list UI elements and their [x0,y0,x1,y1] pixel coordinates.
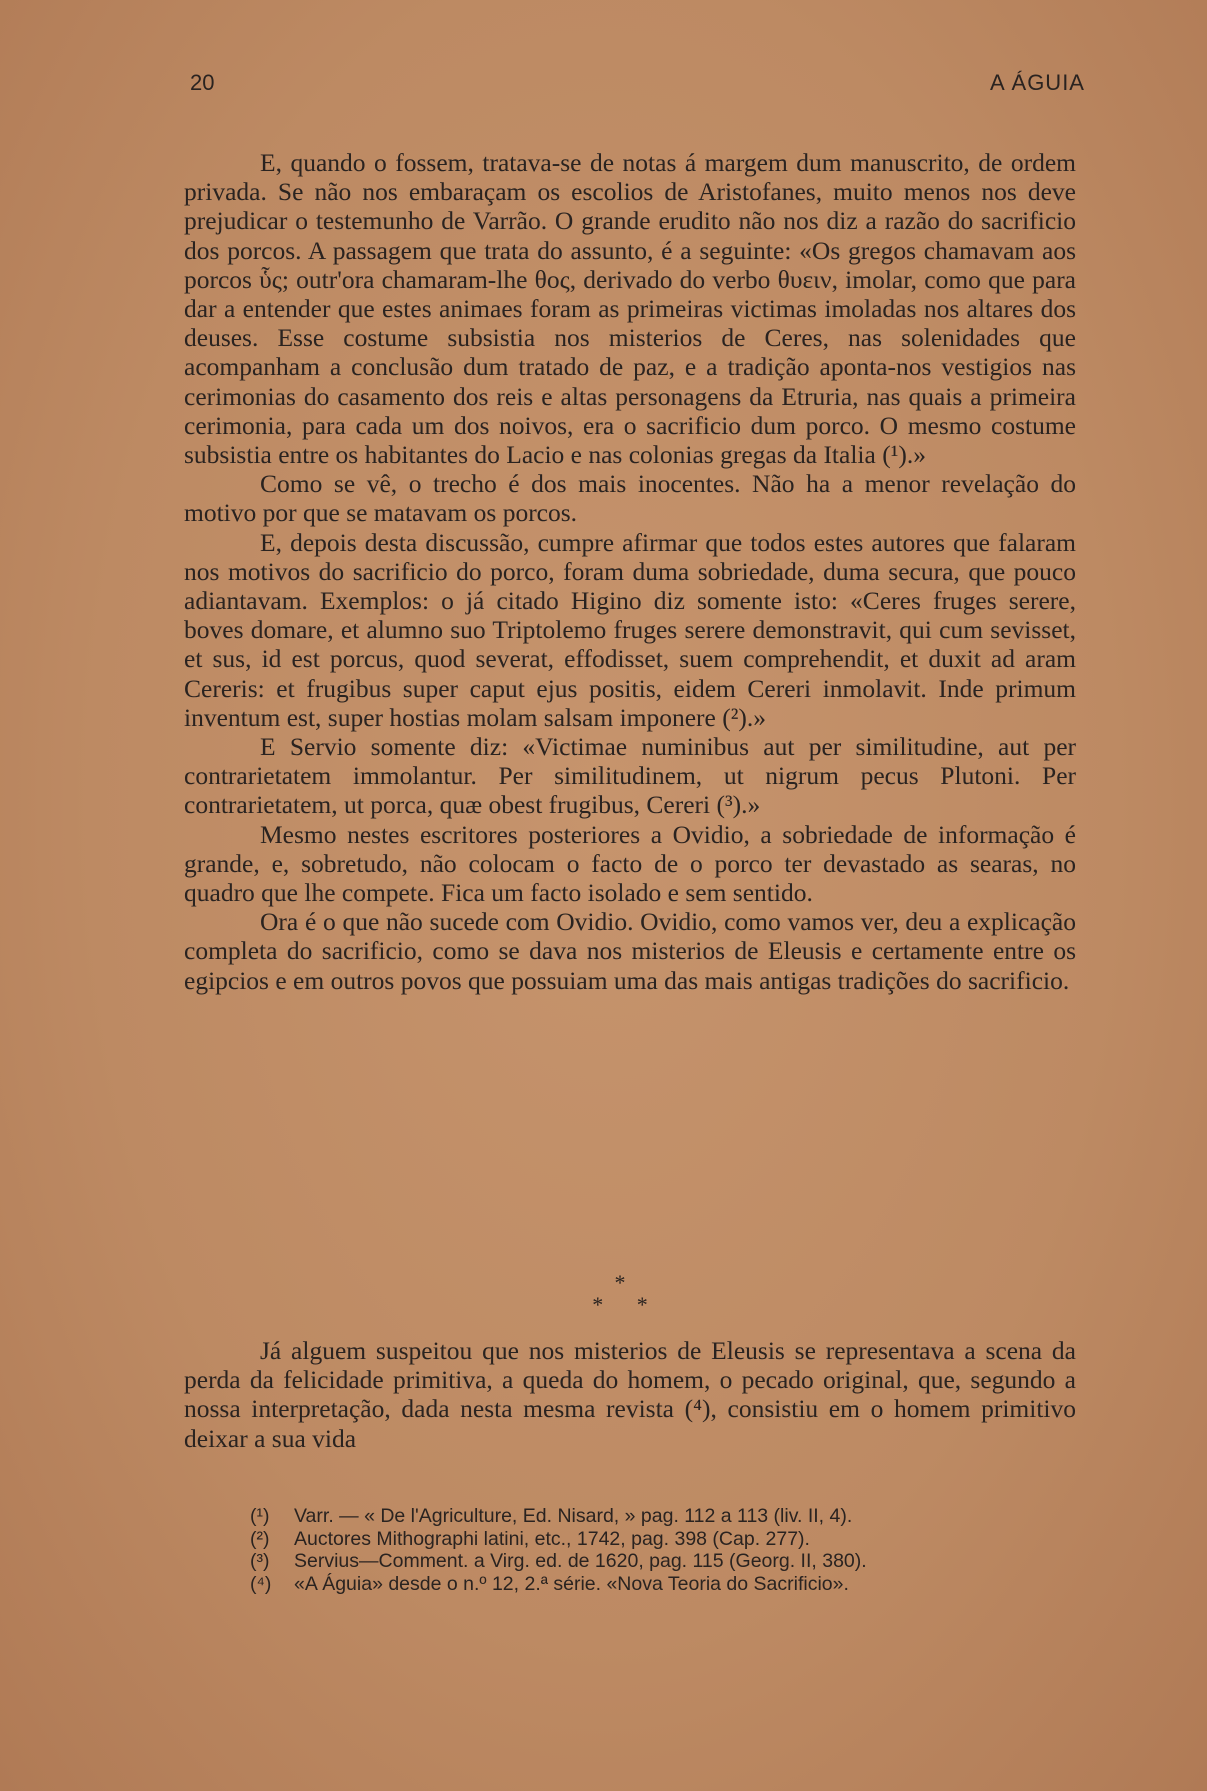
running-head [180,70,1085,104]
paragraph: Ora é o que não sucede com Ovidio. Ovidio, como vamos ver, deu a explicação completa do sacrificio, como se dava nos misterios de Eleusis e certamente entre os egipcios e em outros povos que possuiam uma das mais antigas tradições do sacrificio. [184,907,1076,995]
footnote-text: Servius—Comment. a Virg. ed. de 1620, pag. 115 (Georg. II, 380). [294,1550,867,1572]
footnote-mark: (²) [250,1527,270,1550]
footnote-text: Varr. — « De l'Agriculture, Ed. Nisard, » pag. 112 a 113 (liv. II, 4). [294,1505,853,1527]
separator-asterisk: * [614,1270,626,1295]
footnote [250,1550,1050,1573]
footnote-text: Auctores Mithographi latini, etc., 1742, pag. 398 (Cap. 277). [294,1527,810,1550]
footnotes [250,1505,1050,1595]
paragraph: E Servio somente diz: «Victimae numinibus aut per similitudine, aut per contrarietatem immolantur. Per similitudinem, ut nigrum pecus Plutoni. Per contrarietatem, ut porca, quæ obest frugibus, Cereri (³).» [184,732,1076,820]
body-text [184,148,1076,995]
page-number: 20 [190,70,215,95]
footnote-mark: (⁴) [250,1572,272,1595]
paragraph: Como se vê, o trecho é dos mais inocentes. Não ha a menor revelação do motivo por que se matavam os porcos. [184,469,1076,528]
footnote-mark: (³) [250,1550,270,1572]
journal-title: A ÁGUIA [989,70,1085,95]
footnote [250,1573,1050,1596]
paragraph: Mesmo nestes escritores posteriores a Ovidio, a sobriedade de informação é grande, e, sobretudo, não colocam o facto de o porco ter devastado as searas, no quadro que lhe compete. Fica um facto isolado e sem sentido. [184,819,1076,908]
separator-asterisks: * * [592,1292,648,1317]
paragraph: Já alguem suspeitou que nos misterios de Eleusis se representava a scena da perda da felicidade primitiva, a queda do homem, o pecado original, que, segundo a nossa interpretação, dada nesta mesma revista (⁴), consistiu em o homem primitivo deixar a sua vida [184,1336,1076,1453]
paragraph: E, depois desta discussão, cumpre afirmar que todos estes autores que falaram nos motivos do sacrificio do porco, foram duma sobriedade, duma secura, que pouco adiantavam. Exemplos: o já citado Higino diz somente isto: «Ceres fruges serere, boves domare, et alumno suo Triptolemo fruges serere demonstravit, qui cum sevisset, et sus, id est porcus, quod severat, effodisset, suem comprehendit, et duxit ad aram Cereris: et frugibus super caput ejus positis, eidem Cereri inmolavit. Inde primum inventum est, super hostias molam salsam imponere (²).» [184,527,1076,732]
footnote [250,1505,1050,1528]
footnote [250,1528,1050,1551]
section-separator [560,1270,680,1320]
footnote-text: «A Águia» desde o n.º 12, 2.ª série. «Nova Teoria do Sacrificio». [294,1572,849,1595]
paragraph: E, quando o fossem, tratava-se de notas á margem dum manuscrito, de ordem privada. Se não nos embaraçam os escolios de Aristofanes, muito menos nos deve prejudicar o testemunho de Varrão. O grande erudito não nos diz a razão do sacrificio dos porcos. A passagem que trata do assunto, é a seguinte: «Os gregos chamavam aos porcos ὗς; outr'ora chamaram-lhe θος, derivado do verbo θυειν, imolar, como que para dar a entender que estes animaes foram as primeiras victimas imoladas nos altares dos deuses. Esse costume subsistia nos misterios de Ceres, nas solenidades que acompanham a conclusão dum tratado de paz, e a tradição aponta-nos vestigios nas cerimonias do casamento dos reis e altas personagens da Etruria, nas quais a primeira cerimonia, para cada um dos noivos, era o sacrificio dum porco. O mesmo costume subsistia entre os habitantes do Lacio e nas colonias gregas da Italia (¹).» [184,148,1076,470]
section-two-text [184,1336,1076,1453]
footnote-mark: (¹) [250,1505,270,1527]
